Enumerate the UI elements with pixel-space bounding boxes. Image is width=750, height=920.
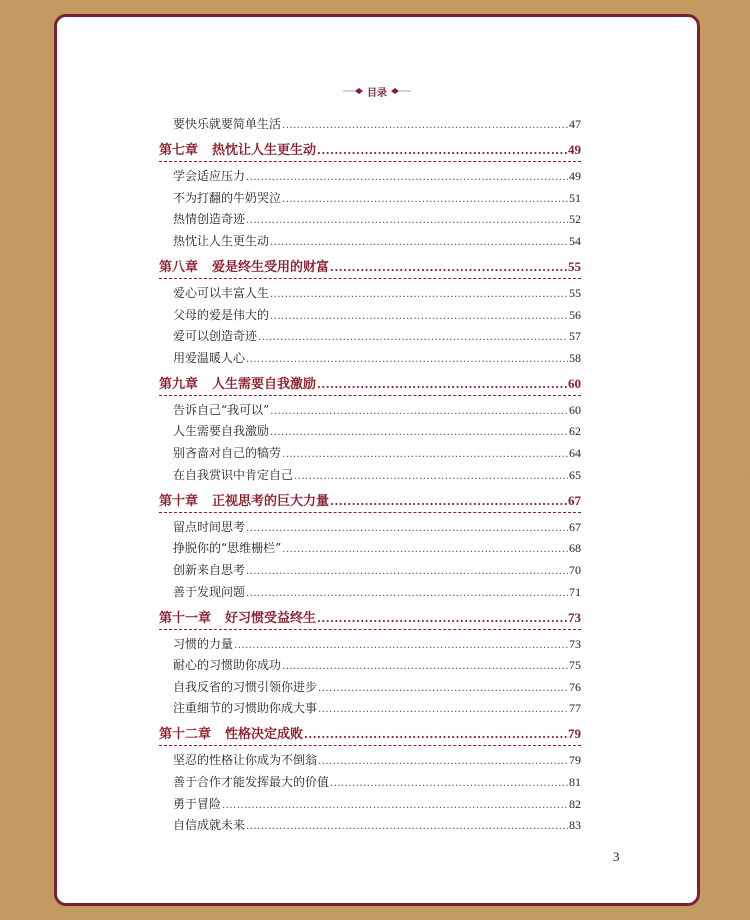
entry-title: 告诉自己“我可以” [173, 402, 270, 417]
leader-dots [304, 728, 567, 741]
chapter-number: 第七章 [159, 143, 199, 159]
toc-entry-row[interactable] [159, 518, 581, 540]
leader-dots [330, 261, 567, 274]
chapter-heading [159, 490, 329, 509]
toc-chapter-row[interactable] [159, 256, 581, 278]
toc-page-number: 71 [569, 584, 581, 599]
chapter-divider [159, 395, 581, 397]
entry-title: 善于发现问题 [173, 584, 246, 599]
entry-title: 用爱温暖人心 [173, 350, 246, 365]
chapter-divider [159, 278, 581, 280]
leader-dots [246, 215, 568, 226]
toc-page-number: 57 [569, 329, 581, 344]
toc-entry-row[interactable] [159, 773, 581, 795]
leader-dots [246, 523, 568, 534]
entry-title: 耐心的习惯助你成功 [173, 658, 282, 673]
chapter-number: 第十章 [159, 493, 199, 509]
toc-page-number: 75 [569, 658, 581, 673]
leader-dots [317, 612, 567, 625]
leader-dots [282, 194, 568, 205]
document-page [54, 14, 700, 906]
leader-dots [270, 427, 568, 438]
entry-title: 在自我赏识中肯定自己 [173, 467, 294, 482]
page-number: 3 [613, 849, 620, 864]
toc-entry-row[interactable] [159, 656, 581, 678]
entry-title: 人生需要自我激励 [173, 424, 270, 439]
toc-entry-row[interactable] [159, 635, 581, 657]
entry-title: 爱心可以丰富人生 [173, 285, 270, 300]
entry-title: 自我反省的习惯引领你进步 [173, 679, 318, 694]
toc-page-number: 56 [569, 307, 581, 322]
toc-page-number: 60 [569, 402, 581, 417]
leader-dots [246, 821, 568, 832]
toc-page-number: 73 [568, 609, 581, 625]
leader-dots [246, 588, 568, 599]
leader-dots [270, 311, 568, 322]
toc-entry-row[interactable] [159, 401, 581, 423]
entry-title: 善于合作才能发挥最大的价值 [173, 775, 330, 790]
toc-header [57, 83, 697, 99]
leader-dots [282, 449, 568, 460]
right-ornament-icon [391, 87, 411, 95]
toc-page-number: 67 [569, 519, 581, 534]
toc-entry-row[interactable] [159, 751, 581, 773]
entry-title: 父母的爱是伟大的 [173, 307, 270, 322]
entry-title: 别吝啬对自己的犒劳 [173, 446, 282, 461]
table-of-contents [159, 115, 581, 838]
toc-page-number: 51 [569, 190, 581, 205]
toc-entry-row[interactable] [159, 816, 581, 838]
chapter-divider [159, 629, 581, 631]
entry-title: 学会适应压力 [173, 169, 246, 184]
toc-entry-row[interactable] [159, 167, 581, 189]
entry-title: 习惯的力量 [173, 636, 234, 651]
toc-page-number: 83 [569, 818, 581, 833]
toc-title: 目录 [367, 87, 387, 99]
toc-page-number: 67 [568, 492, 581, 508]
toc-page-number: 49 [569, 169, 581, 184]
toc-page-number: 79 [568, 726, 581, 742]
leader-dots [258, 332, 568, 343]
toc-chapter-row[interactable] [159, 373, 581, 395]
entry-title: 留点时间思考 [173, 519, 246, 534]
chapter-heading [159, 373, 316, 392]
toc-page-number: 77 [569, 701, 581, 716]
leader-dots [318, 756, 568, 767]
leader-dots [318, 704, 568, 715]
chapter-divider [159, 161, 581, 163]
chapter-heading [159, 723, 303, 742]
toc-entry-row[interactable] [159, 444, 581, 466]
toc-page-number: 64 [569, 446, 581, 461]
toc-page-number: 68 [569, 541, 581, 556]
leader-dots [246, 354, 568, 365]
chapter-number: 第九章 [159, 376, 199, 392]
entry-title: 注重细节的习惯助你成大事 [173, 701, 318, 716]
chapter-heading [159, 139, 316, 158]
leader-dots [282, 661, 568, 672]
toc-chapter-row[interactable] [159, 490, 581, 512]
toc-entry-row[interactable] [159, 327, 581, 349]
toc-page-number: 73 [569, 636, 581, 651]
leader-dots [270, 289, 568, 300]
toc-entry-row[interactable] [159, 795, 581, 817]
toc-page-number: 76 [569, 679, 581, 694]
toc-chapter-row[interactable] [159, 139, 581, 161]
entry-title: 勇于冒险 [173, 796, 222, 811]
toc-entry-row[interactable] [159, 699, 581, 721]
entry-title: 挣脱你的“思维栅栏” [173, 541, 282, 556]
chapter-number: 第八章 [159, 259, 199, 275]
leader-dots [317, 144, 567, 157]
chapter-divider [159, 512, 581, 514]
toc-entry-row[interactable] [159, 678, 581, 700]
toc-page-number: 62 [569, 424, 581, 439]
toc-entry-row[interactable] [159, 189, 581, 211]
chapter-title: 热忱让人生更生动 [212, 143, 317, 159]
chapter-title: 好习惯受益终生 [225, 610, 317, 626]
entry-title: 创新来自思考 [173, 562, 246, 577]
entry-title: 要快乐就要简单生活 [173, 117, 282, 131]
leader-dots [317, 378, 567, 391]
chapter-title: 人生需要自我激励 [212, 376, 317, 392]
entry-title: 爱可以创造奇迹 [173, 329, 258, 344]
toc-page-number: 52 [569, 212, 581, 227]
leader-dots [246, 566, 568, 577]
leader-dots [222, 800, 568, 811]
chapter-title: 正视思考的巨大力量 [212, 493, 330, 509]
toc-page-number: 81 [569, 775, 581, 790]
chapter-title: 爱是终生受用的财富 [212, 259, 330, 275]
leader-dots [246, 172, 568, 183]
toc-entry-row[interactable] [159, 284, 581, 306]
entry-title: 自信成就未来 [173, 818, 246, 833]
entry-title: 热忱让人生更生动 [173, 233, 270, 248]
entry-title: 不为打翻的牛奶哭泣 [173, 190, 282, 205]
toc-page-number: 47 [569, 117, 581, 131]
left-ornament-icon [343, 87, 363, 95]
toc-entry-row[interactable] [159, 115, 581, 137]
chapter-heading [159, 607, 316, 626]
toc-page-number: 65 [569, 467, 581, 482]
toc-page-number: 55 [568, 258, 581, 274]
leader-dots [282, 544, 568, 555]
toc-chapter-row[interactable] [159, 723, 581, 745]
leader-dots [234, 640, 568, 651]
toc-entry-row[interactable] [159, 232, 581, 254]
toc-entry-row[interactable] [159, 349, 581, 371]
leader-dots [318, 683, 568, 694]
toc-page-number: 49 [568, 142, 581, 158]
leader-dots [330, 778, 568, 789]
toc-page-number: 58 [569, 350, 581, 365]
toc-entry-row[interactable] [159, 210, 581, 232]
toc-entry-row[interactable] [159, 561, 581, 583]
toc-page-number: 79 [569, 753, 581, 768]
toc-page-number: 55 [569, 285, 581, 300]
toc-page-number: 54 [569, 233, 581, 248]
chapter-title: 性格决定成败 [225, 727, 304, 743]
toc-entry-row[interactable] [159, 466, 581, 488]
leader-dots [330, 495, 567, 508]
toc-entry-row[interactable] [159, 422, 581, 444]
toc-page-number: 82 [569, 796, 581, 811]
leader-dots [282, 120, 568, 131]
chapter-number: 第十二章 [159, 727, 212, 743]
toc-entry-row[interactable] [159, 583, 581, 605]
entry-title: 坚忍的性格让你成为不倒翁 [173, 753, 318, 768]
leader-dots [270, 237, 568, 248]
leader-dots [294, 471, 568, 482]
toc-chapter-row[interactable] [159, 607, 581, 629]
chapter-heading [159, 256, 329, 275]
toc-page-number: 70 [569, 562, 581, 577]
entry-title: 热情创造奇迹 [173, 212, 246, 227]
chapter-number: 第十一章 [159, 610, 212, 626]
toc-entry-row[interactable] [159, 306, 581, 328]
chapter-divider [159, 745, 581, 747]
leader-dots [270, 406, 568, 417]
toc-entry-row[interactable] [159, 539, 581, 561]
toc-page-number: 60 [568, 375, 581, 391]
